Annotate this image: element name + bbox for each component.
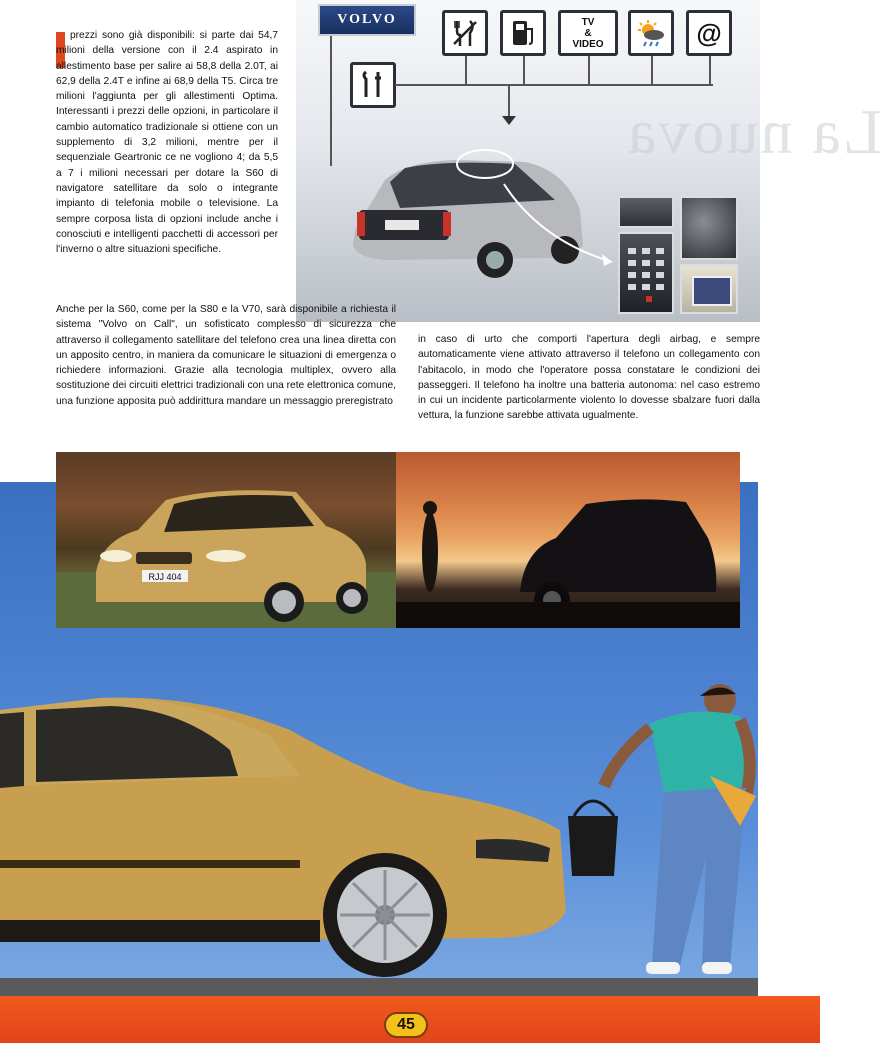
connector-line	[330, 36, 332, 166]
connector-line	[588, 56, 590, 84]
navigation-screen-photo	[680, 264, 738, 314]
connector-line	[395, 84, 713, 86]
email-icon: @	[686, 10, 732, 56]
fuel-station-icon	[500, 10, 546, 56]
tv-ampersand: &	[584, 27, 592, 39]
article-paragraph-1: prezzi sono già disponibili: si parte dai 54,7 milioni della versione con il 2.4 aspirato in allestimento base per salire ai 58,8 della 2.0T, ai 62,9 della 2.4T e infine ai 68,9 della T5. Circa tre milioni l'aggiunta per gli allestimenti Optima. Interessanti i prezzi delle opzioni, in particolare il cambio automatico tradizionale si ottiene con un supplemento di 3,2 milioni, mentre per il sequenziale Geartronic ce ne vogliono 4; da 5,5 a 7 i milioni necessari per dotare la S60 di navigatore satellitare da solo o integrante impianto di telefonia mobile o televisione. La sempre corposa lista di opzioni include anche i conosciuti e intelligenti pacchetti di accessori per l'inverno o altre situazioni specifiche.	[56, 30, 278, 256]
volvo-logo: VOLVO	[318, 4, 416, 36]
video-label: VIDEO	[572, 38, 604, 50]
connector-line	[508, 84, 510, 120]
page-margin	[758, 482, 820, 996]
connector-line	[465, 56, 467, 84]
pointer-arrow	[500, 180, 620, 270]
sunset-sedan-photo	[396, 452, 740, 628]
article-column-2: in caso di urto che comporti l'apertura degli airbag, e sempre automaticamente viene attivato attraverso il telefono un collegamento con l'abitacolo, in modo che l'operatore possa constatare le condizioni dei passeggeri. Il telefono ha inoltre una batteria autonoma: nel caso estremo in cui un incidente particolarmente violento lo dovesse sbalzare fuori dalla vettura, la funzione sarebbe attivata ugualmente.	[418, 334, 760, 422]
background-watermark: La nuova	[626, 96, 882, 167]
dashboard-display-photo	[618, 196, 674, 228]
phone-keypad-photo	[618, 232, 674, 314]
article-column-1	[56, 28, 278, 257]
page-number: 45	[397, 1016, 415, 1033]
connector-line	[523, 56, 525, 84]
connector-line	[709, 56, 711, 84]
gold-sedan-side-photo	[0, 690, 570, 980]
article-paragraph-2: Anche per la S60, come per la S80 e la V70, sarà disponibile a richiesta il sistema "Volvo on Call", un sofisticato complesso di sicurezza che attraverso il collegamento satellitare del telefono crea una linea diretta con un apposito centro, in maniera da comunicare le situazioni di emergenza o richiedere informazioni. Grazie alla tecnologia multiplex, ovvero alla sostituzione dei circuiti elettrici tradizionali con una rete elettronica comune, una funzione apposita può addirittura mandare un messaggio preregistrato	[56, 304, 396, 407]
gold-sedan-front-photo	[56, 452, 396, 628]
page-number-badge	[384, 1012, 428, 1038]
restaurant-icon	[442, 10, 488, 56]
steering-wheel-photo	[680, 196, 738, 260]
tv-video-icon	[558, 10, 618, 56]
license-plate: RJJ 404	[148, 572, 182, 582]
road-surface	[0, 978, 758, 996]
service-tools-icon	[350, 62, 396, 108]
weather-icon	[628, 10, 674, 56]
man-with-bucket-photo	[560, 676, 760, 986]
connector-line	[651, 56, 653, 84]
arrow-down-icon	[502, 116, 516, 126]
tv-label: TV	[581, 16, 595, 28]
